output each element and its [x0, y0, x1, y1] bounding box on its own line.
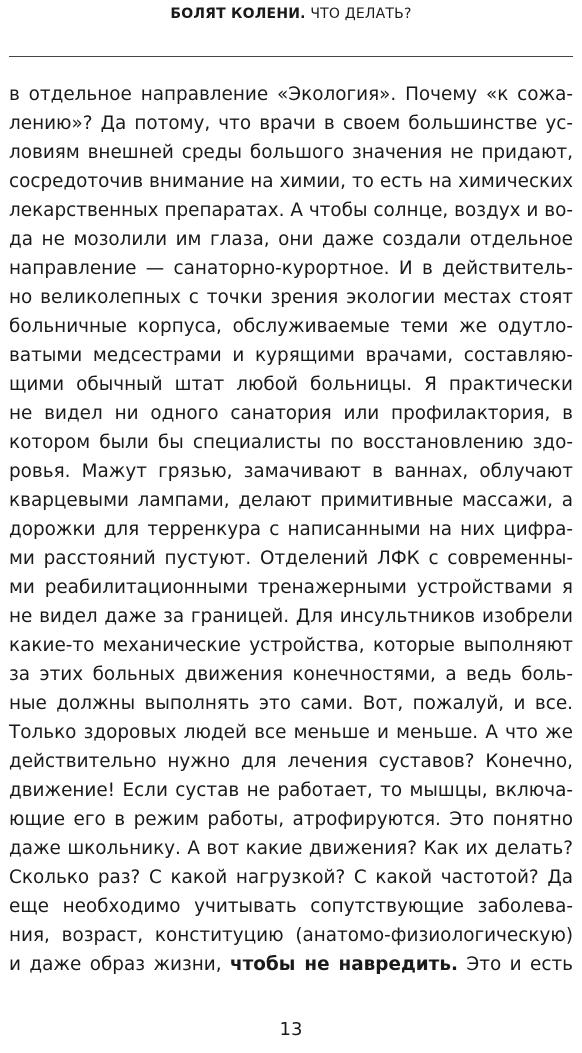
running-header-title-bold: БОЛЯТ КОЛЕНИ.: [170, 6, 306, 22]
text-line: щими обычный штат любой больницы. Я практически: [9, 374, 573, 395]
text-line: еще необходимо учитывать сопутствующие заболева-: [9, 896, 573, 917]
text-line: за этих больных движения конечностями, а ведь боль-: [9, 664, 573, 685]
text-line: но великолепных с точки зрения экологии местах стоят: [9, 287, 573, 308]
text-line: не видел ни одного санатория или профилактория, в: [9, 403, 573, 424]
emphasis-phrase: чтобы не навредить.: [230, 954, 458, 975]
text-line: ния, возраст, конституцию (анатомо-физиологическую): [9, 925, 573, 946]
header-divider: [9, 56, 573, 57]
text-line-last: [9, 950, 573, 979]
text-line: лению»? Да потому, что врачи в своем большинстве ус-: [9, 113, 573, 134]
text-line: Только здоровых людей все меньше и меньше. А что же: [9, 722, 573, 743]
text-line: ватыми медсестрами и курящими врачами, составляю-: [9, 345, 573, 366]
text-line: сосредоточив внимание на химии, то есть на химических: [9, 171, 573, 192]
text-line: дорожки для терренкура с написанными на них цифра-: [9, 519, 573, 540]
running-header: [0, 6, 582, 22]
text-line: лекарственных препаратах. А чтобы солнце, воздух и во-: [9, 200, 573, 221]
text-line: ющие его в режим работы, атрофируются. Это понятно: [9, 809, 573, 830]
text-line: даже школьнику. А вот какие движения? Как их делать?: [9, 838, 573, 859]
text-line: Сколько раз? С какой нагрузкой? С какой частотой? Да: [9, 867, 573, 888]
last-line-end: Это и есть: [457, 954, 574, 975]
last-line-start: и даже образ жизни,: [9, 954, 230, 975]
text-line: ловиям внешней среды большого значения не придают,: [9, 142, 573, 163]
text-line: ные должны выполнять это сами. Вот, пожалуй, и все.: [9, 693, 573, 714]
text-line: в отдельное направление «Экология». Почему «к сожа-: [9, 84, 573, 105]
text-line: котором были бы специалисты по восстановлению здо-: [9, 432, 573, 453]
text-line: действительно нужно для лечения суставов? Конечно,: [9, 751, 573, 772]
text-line: направление — санаторно-курортное. И в действитель-: [9, 258, 573, 279]
text-line: не видел даже за границей. Для инсультников изобрели: [9, 606, 573, 627]
text-line: больничные корпуса, обслуживаемые теми же одутло-: [9, 316, 573, 337]
text-line: да не мозолили им глаза, они даже создали отдельное: [9, 229, 573, 250]
text-line: какие-то механические устройства, которые выполняют: [9, 635, 573, 656]
body-text: [9, 80, 573, 979]
text-line: ми расстояний пустуют. Отделений ЛФК с современны-: [9, 548, 573, 569]
text-line: кварцевыми лампами, делают примитивные массажи, а: [9, 490, 573, 511]
running-header-title-rest: ЧТО ДЕЛАТЬ?: [305, 6, 412, 22]
text-line: ми реабилитационными тренажерными устройствами я: [9, 577, 573, 598]
text-line: ровья. Мажут грязью, замачивают в ваннах, облучают: [9, 461, 573, 482]
text-line: движение! Если сустав не работает, то мышцы, включа-: [9, 780, 573, 801]
page-number: 13: [279, 1019, 303, 1040]
